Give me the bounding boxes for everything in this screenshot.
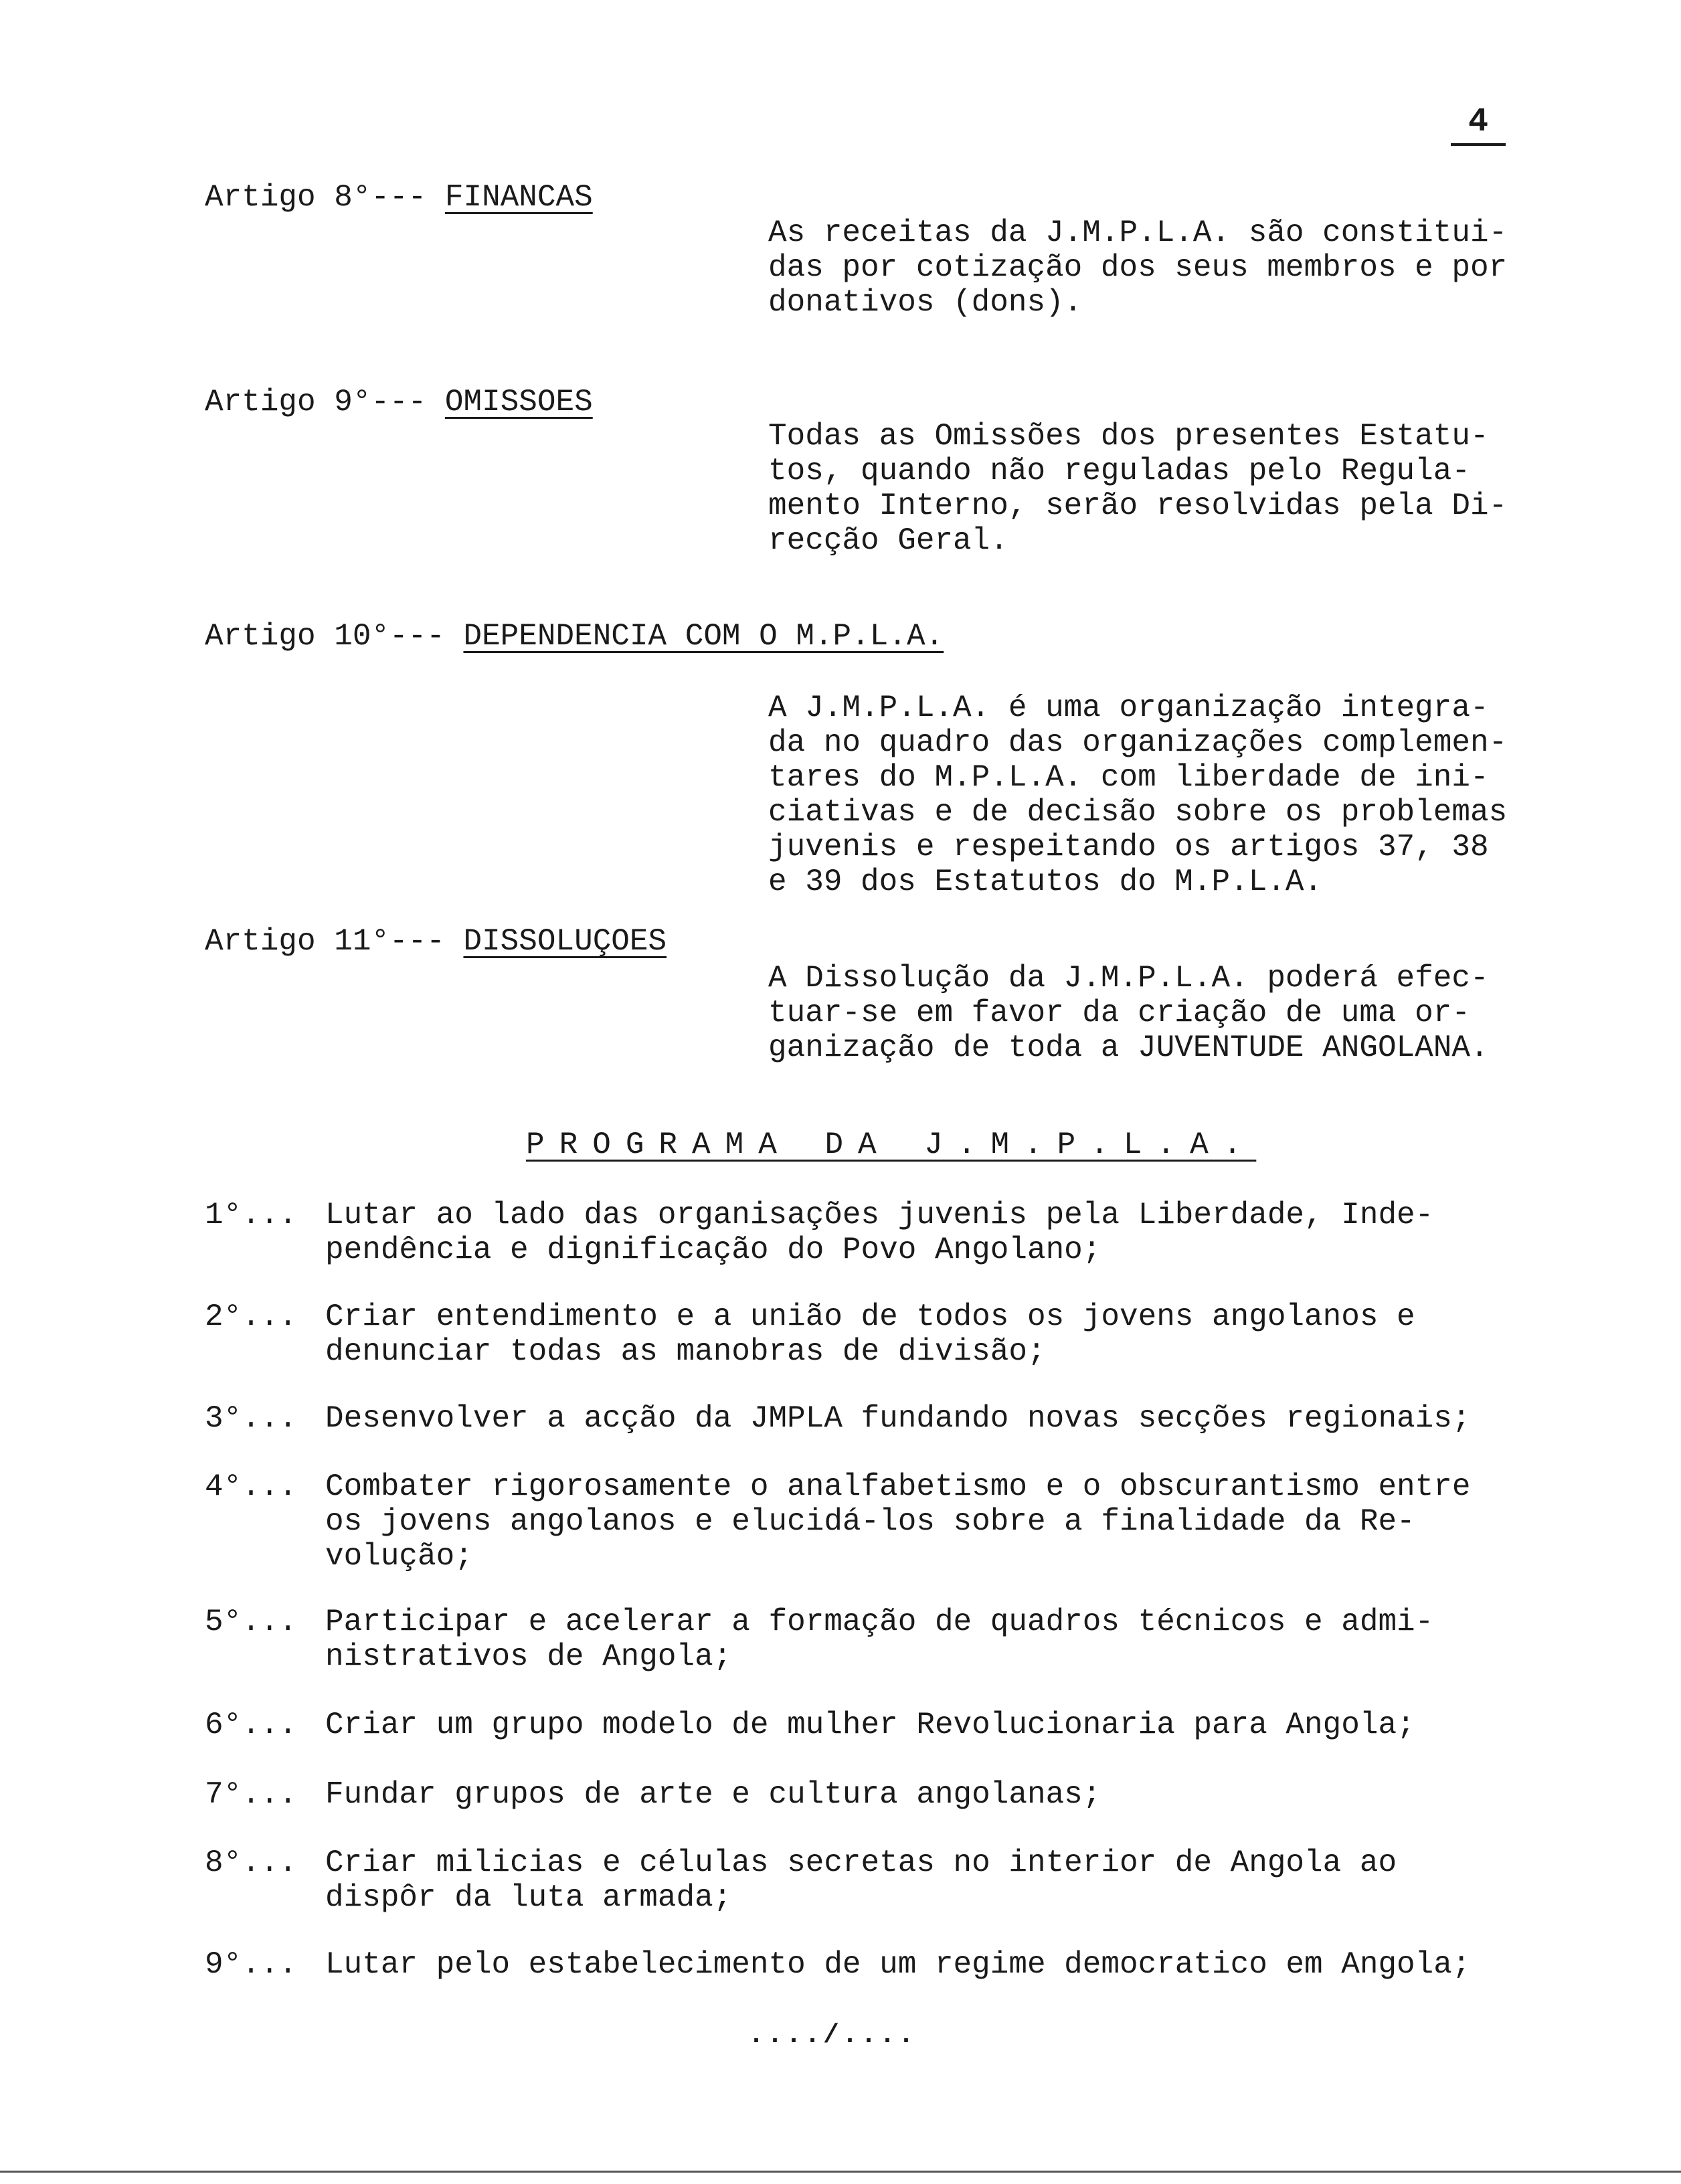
program-item-3-number: 3°...	[205, 1401, 298, 1436]
article-10-label: Artigo 10°---	[205, 619, 445, 654]
program-item-3	[205, 1401, 1590, 1436]
program-item-6-number: 6°...	[205, 1708, 298, 1742]
article-11-label: Artigo 11°---	[205, 924, 445, 959]
article-8-heading	[205, 182, 593, 213]
program-title: PROGRAMA DA J.M.P.L.A.	[526, 1127, 1257, 1162]
program-item-1-text: Lutar ao lado das organisações juvenis pela Liberdade, Inde- pendência e dignificação do Povo Angolano;	[325, 1198, 1434, 1267]
program-item-8	[205, 1845, 1590, 1915]
program-item-8-text: Criar milicias e células secretas no interior de Angola ao dispôr da luta armada;	[325, 1845, 1397, 1915]
program-item-6	[205, 1708, 1590, 1742]
article-9-title: OMISSOES	[444, 385, 593, 420]
program-item-7	[205, 1777, 1590, 1812]
article-11-title: DISSOLUÇOES	[463, 924, 667, 959]
article-10-heading	[205, 621, 944, 652]
program-item-9-text: Lutar pelo estabelecimento de um regime democratico em Angola;	[325, 1947, 1471, 1982]
article-10-body: A J.M.P.L.A. é uma organização integra- da no quadro das organizações complemen- tares do M.P.L.A. com liberdade de ini- ciativas e de decisão sobre os problemas juvenis e respeitando os artigos 37, 38 e 39 dos Estatutos do M.P.L.A.	[768, 691, 1508, 899]
page-number: 4	[1451, 106, 1506, 146]
article-8-label: Artigo 8°---	[205, 180, 427, 215]
program-item-1-number: 1°...	[205, 1198, 298, 1233]
article-11-heading	[205, 926, 667, 957]
program-item-9-number: 9°...	[205, 1947, 298, 1982]
program-item-2-number: 2°...	[205, 1299, 298, 1334]
program-item-5	[205, 1605, 1590, 1674]
program-item-9	[205, 1947, 1590, 1982]
article-9-body: Todas as Omissões dos presentes Estatu- tos, quando não reguladas pelo Regula- mento Interno, serão resolvidas pela Di- recção Geral.	[768, 419, 1508, 558]
article-9-heading	[205, 387, 593, 418]
program-item-5-number: 5°...	[205, 1605, 298, 1639]
program-item-2	[205, 1299, 1590, 1369]
program-item-2-text: Criar entendimento e a união de todos os jovens angolanos e denunciar todas as manobras de divisão;	[325, 1299, 1415, 1369]
article-10-title: DEPENDENCIA COM O M.P.L.A.	[463, 619, 944, 654]
program-item-4-number: 4°...	[205, 1469, 298, 1504]
program-item-7-number: 7°...	[205, 1777, 298, 1812]
article-11-body: A Dissolução da J.M.P.L.A. poderá efec- tuar-se em favor da criação de uma or- ganização de toda a JUVENTUDE ANGOLANA.	[768, 961, 1489, 1065]
program-item-8-number: 8°...	[205, 1845, 298, 1880]
program-item-1	[205, 1198, 1590, 1267]
program-item-6-text: Criar um grupo modelo de mulher Revolucionaria para Angola;	[325, 1708, 1415, 1742]
article-9-label: Artigo 9°---	[205, 385, 427, 420]
program-item-5-text: Participar e acelerar a formação de quadros técnicos e admi- nistrativos de Angola;	[325, 1605, 1434, 1674]
continuation-mark: ..../....	[748, 2021, 917, 2051]
program-item-4	[205, 1469, 1590, 1574]
program-item-7-text: Fundar grupos de arte e cultura angolanas;	[325, 1777, 1101, 1812]
article-8-title: FINANCAS	[444, 180, 593, 215]
program-item-4-text: Combater rigorosamente o analfabetismo e o obscurantismo entre os jovens angolanos e elucidá-los sobre a finalidade da Re- volução;	[325, 1469, 1471, 1574]
page-bottom-edge	[0, 2171, 1681, 2173]
program-item-3-text: Desenvolver a acção da JMPLA fundando novas secções regionais;	[325, 1401, 1471, 1436]
article-8-body: As receitas da J.M.P.L.A. são constitui- das por cotização dos seus membros e por donativos (dons).	[768, 215, 1508, 320]
